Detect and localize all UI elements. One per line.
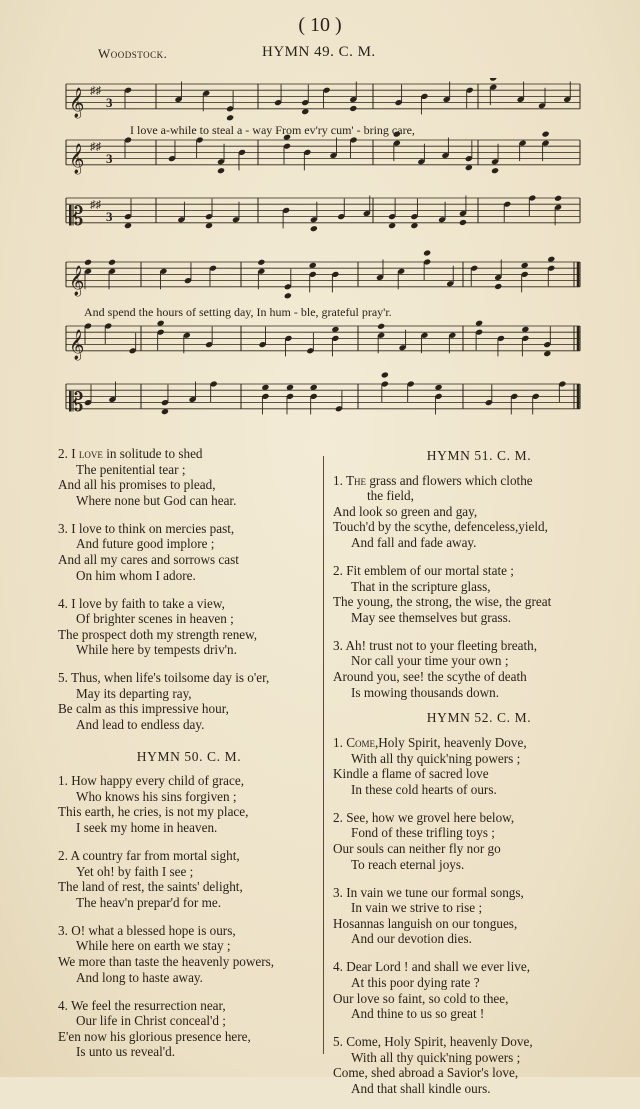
verse-line: Our souls can neither fly nor go	[333, 841, 501, 857]
verse-line: 2. Fit emblem of our mortal state ;	[333, 562, 514, 578]
verse-line: Is unto us reveal'd.	[76, 1044, 176, 1060]
verse	[58, 596, 320, 658]
verse-line: 1. How happy every child of grace,	[58, 773, 245, 789]
verse-line: 5. Come, Holy Spirit, heavenly Dove,	[333, 1034, 533, 1050]
notehead	[217, 167, 225, 174]
verse	[333, 959, 625, 1021]
verse-line: Be calm as this impressive hour,	[58, 701, 229, 717]
verse-line: The penitential tear ;	[76, 461, 186, 477]
notehead	[423, 249, 431, 256]
verse	[333, 563, 625, 625]
verse-line: Is mowing thousands down.	[351, 684, 499, 700]
verse-line: Of brighter scenes in heaven ;	[76, 611, 234, 627]
verse-line: The heav'n prepar'd for me.	[76, 894, 221, 910]
verse-line: The land of rest, the saints' delight,	[58, 879, 243, 895]
verse-line: 3. In vain we tune our formal songs,	[333, 884, 524, 900]
notehead	[459, 219, 467, 226]
verse-line: 2. I love in solitude to shed	[58, 446, 203, 461]
verse-line: Around you, see! the scythe of death	[333, 668, 527, 684]
verse-line: Yet oh! by faith I see ;	[76, 863, 194, 879]
verse-line: 2. A country far from mortal sight,	[58, 848, 240, 864]
verse-line: Our love so faint, so cold to thee,	[333, 990, 509, 1006]
verse-line: While here by tempests driv'n.	[76, 642, 237, 658]
hymn-51-title: HYMN 51. C. M.	[426, 448, 532, 463]
verse	[58, 670, 320, 732]
clef-glyph: 𝄞	[69, 329, 85, 360]
notehead	[108, 259, 116, 266]
verse-line: The prospect doth my strength renew,	[58, 626, 258, 642]
verse	[58, 521, 320, 583]
clef-glyph: 𝄞	[69, 87, 85, 118]
verse	[58, 446, 320, 508]
notehead	[349, 105, 357, 112]
verse-line: 3. Ah! trust not to your fleeting breath,	[333, 637, 537, 653]
notehead	[489, 78, 497, 82]
time-signature: 3	[106, 94, 113, 110]
hymn-52-title: HYMN 52. C. M.	[426, 710, 532, 726]
verse-line: Where none but God can hear.	[76, 492, 237, 508]
verse-line: 4. We feel the resurrection near,	[58, 997, 226, 1013]
verse-line: Touch'd by the scythe, defenceless,yield,	[333, 519, 548, 535]
verse	[333, 735, 625, 797]
key-signature: ♯♯	[90, 85, 101, 97]
lyrics-line-1: I love a-while to steal a - way From ev'ry cum' - bring care,	[130, 123, 415, 137]
hymn-49-verses	[58, 446, 320, 733]
notehead	[284, 292, 292, 299]
verse-line: Who knows his sins forgiven ;	[76, 788, 237, 804]
hymn-50-title: HYMN 50. C. M.	[136, 748, 242, 764]
hymn-49-title: HYMN 49. C. M.	[262, 44, 376, 60]
verse-line: That in the scripture glass,	[351, 578, 491, 594]
verse	[58, 923, 320, 985]
verse-line: 3. O! what a blessed hope is ours,	[58, 922, 236, 938]
verse-line: 5. Thus, when life's toilsome day is o'er,	[58, 670, 270, 686]
time-signature: 3	[106, 150, 113, 166]
column-divider	[323, 456, 324, 1054]
verse-line: Come, shed abroad a Savior's love,	[333, 1065, 519, 1081]
verse-line: And thine to us so great !	[351, 1006, 485, 1022]
verse-line: E'en now his glorious presence here,	[58, 1028, 251, 1044]
verse	[333, 885, 625, 947]
notehead	[257, 259, 265, 266]
verse-line: 4. I love by faith to take a view,	[58, 595, 225, 611]
hymn-52-verses	[333, 735, 625, 1096]
verse-line: And long to haste away.	[76, 969, 203, 985]
verse-line: In vain we strive to rise ;	[351, 900, 483, 916]
verse-line: And fall and fade away.	[351, 534, 477, 550]
right-column	[333, 446, 625, 1109]
verse-line: 3. I love to think on mercies past,	[58, 520, 235, 536]
verse-line: Nor call your time your own ;	[351, 653, 509, 669]
verse-line: And lead to endless day.	[76, 717, 205, 733]
verse-line: The young, the strong, the wise, the great	[333, 594, 552, 610]
verse-line: And our devotion dies.	[351, 931, 472, 947]
verse-line: 1. The grass and flowers which clothe	[333, 472, 533, 488]
verse	[333, 473, 625, 551]
verse-line: To reach eternal joys.	[351, 856, 465, 872]
verse	[333, 1034, 625, 1096]
verse-line: May see themselves but grass.	[351, 609, 512, 625]
verse-line: With all thy quick'ning powers ;	[351, 1049, 521, 1065]
notehead	[310, 225, 318, 232]
notehead	[381, 371, 389, 378]
clef-glyph: 𝄡	[69, 387, 84, 418]
verse-line: And that shall kindle ours.	[351, 1080, 491, 1096]
verse-line: This earth, he cries, is not my place,	[58, 804, 249, 820]
lyrics-line-2: And spend the hours of setting day, In hum - ble, grateful pray'r.	[84, 305, 392, 319]
verse-line: Kindle a flame of sacred love	[333, 766, 489, 782]
verse-line: 1. Come,Holy Spirit, heavenly Dove,	[333, 735, 527, 751]
verse-line: the field,	[367, 488, 414, 504]
verse-line: Hosannas languish on our tongues,	[333, 915, 518, 931]
verse-line: And look so green and gay,	[333, 503, 478, 519]
verse	[58, 773, 320, 835]
clef-glyph: 𝄞	[69, 265, 85, 296]
verse-line: I seek my home in heaven.	[76, 820, 218, 836]
hymn-50-verses	[58, 773, 320, 1060]
notehead	[554, 195, 562, 202]
verse-line: And future good implore ;	[76, 536, 215, 552]
verse-line: 2. See, how we grovel here below,	[333, 809, 515, 825]
verse-line: While here on earth we stay ;	[76, 938, 231, 954]
sheet-music	[58, 78, 586, 418]
notehead	[226, 114, 234, 121]
verse-line: May its departing ray,	[76, 685, 192, 701]
verse	[333, 638, 625, 700]
page-number: ( 10 )	[298, 14, 342, 36]
verse	[58, 998, 320, 1060]
key-signature: ♯♯	[90, 199, 101, 211]
key-signature: ♯♯	[90, 141, 101, 153]
verse	[333, 810, 625, 872]
verse-line: Our life in Christ conceal'd ;	[76, 1013, 226, 1029]
left-column	[58, 446, 320, 1072]
clef-glyph: 𝄞	[69, 143, 85, 174]
notehead	[494, 283, 502, 290]
verse	[58, 848, 320, 910]
verse-line: With all thy quick'ning powers ;	[351, 750, 521, 766]
notehead	[542, 131, 550, 138]
tune-name: Woodstock.	[98, 46, 168, 61]
notehead	[84, 259, 92, 266]
notehead	[491, 167, 499, 174]
hymn-51-verses	[333, 473, 625, 701]
verse-line: Fond of these trifling toys ;	[351, 825, 495, 841]
verse-line: At this poor dying rate ?	[351, 974, 480, 990]
verse-line: We more than taste the heavenly powers,	[58, 953, 275, 969]
verse-line: 4. Dear Lord ! and shall we ever live,	[333, 959, 531, 975]
verse-line: On him whom I adore.	[76, 567, 196, 583]
time-signature: 3	[106, 208, 113, 224]
verse-line: In these cold hearts of ours.	[351, 781, 497, 797]
notehead	[377, 323, 385, 330]
verse-line: And all my cares and sorrows cast	[58, 551, 239, 567]
clef-glyph: 𝄡	[69, 201, 84, 232]
verse-line: And all his promises to plead,	[58, 477, 216, 493]
